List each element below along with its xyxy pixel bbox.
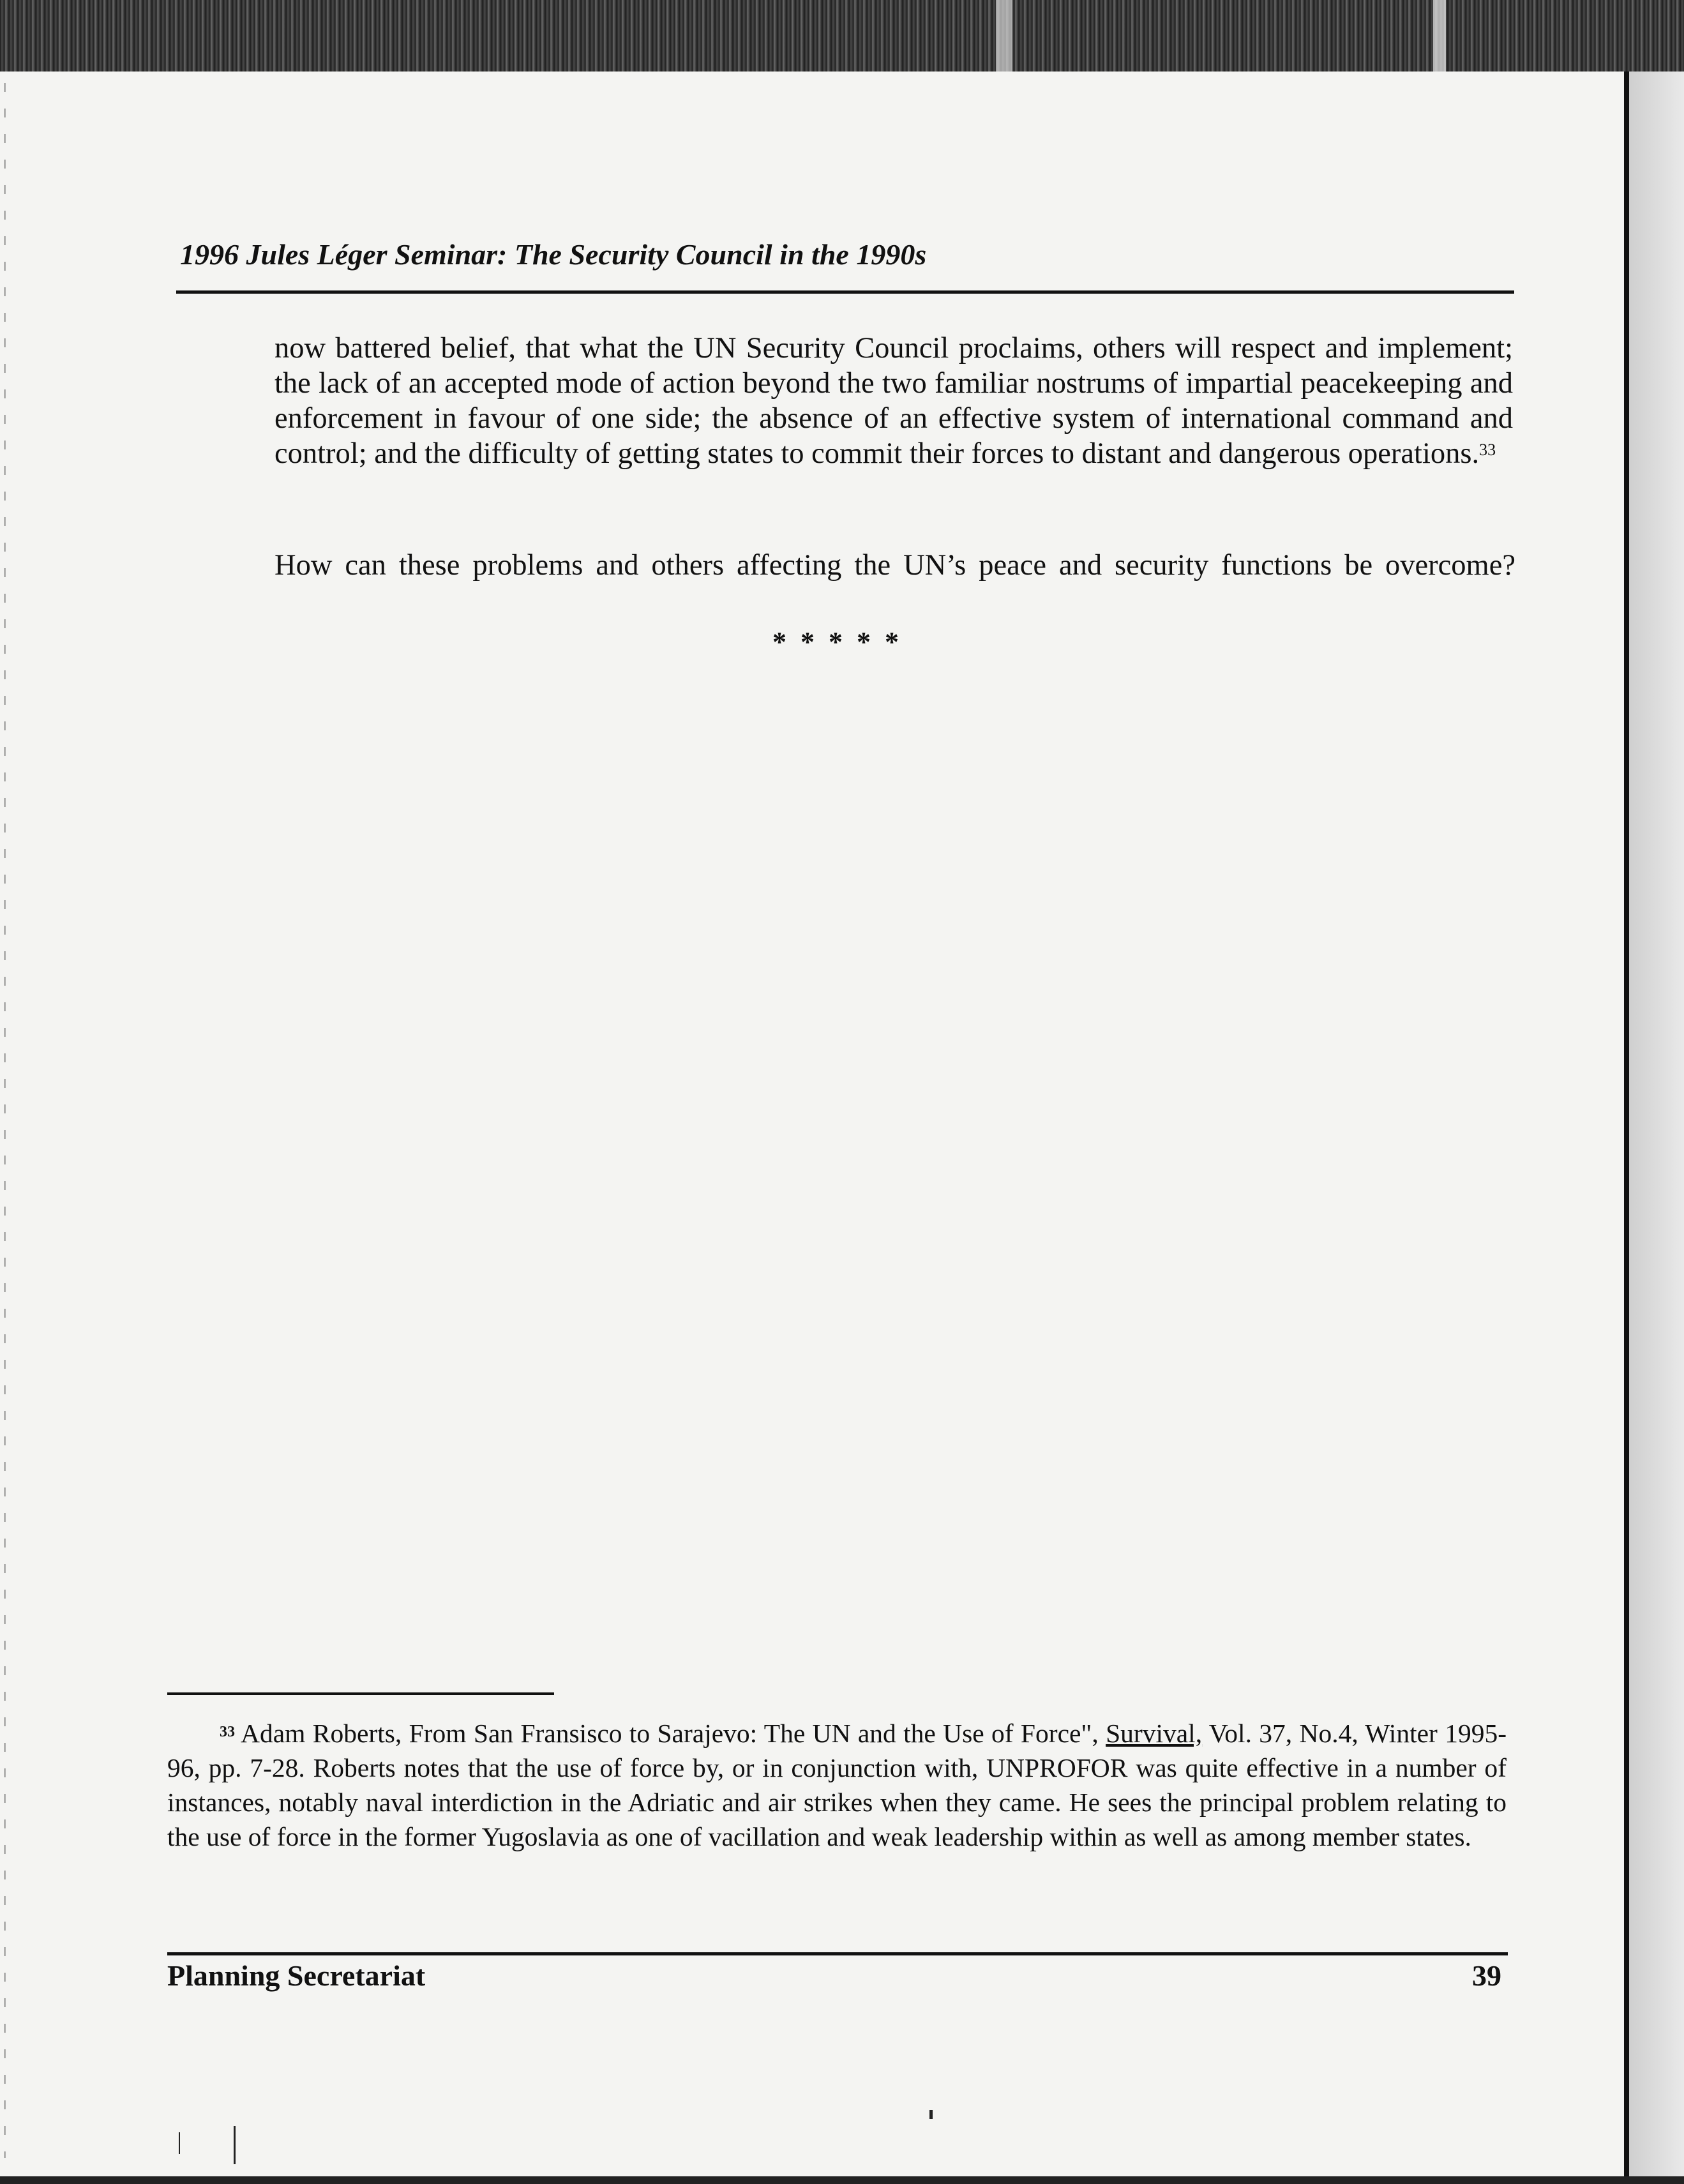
scan-speck [929,2110,933,2119]
scan-border-top [0,0,1684,72]
scan-streak [996,0,1012,72]
scan-speck [234,2126,236,2164]
page-number: 39 [1472,1959,1501,1992]
footnote-number: 33 [220,1724,235,1740]
footer-organization: Planning Secretariat [167,1959,426,1992]
body-paragraph [274,548,1513,583]
footer-rule [167,1952,1508,1955]
footnote [167,1716,1507,1854]
running-header: 1996 Jules Léger Seminar: The Security Council in the 1990s [180,238,927,271]
footnote-rule [167,1692,554,1695]
scan-streak [1433,0,1446,72]
paragraph-text: now battered belief, that what the UN Security Council proclaims, others will respect and implement; the lack of an accepted mode of action beyond the two familiar nostrums of impartial peacekeeping and enforcement in favour of one side; the absence of an effective system of international command and control; and the difficulty of getting states to commit their forces to distant and dangerous operations. [274,332,1513,470]
scan-speck [179,2132,180,2154]
scan-border-bottom [0,2176,1684,2184]
footnote-reference: 33 [1479,441,1496,459]
paragraph-text: How can these problems and others affecting the UN’s peace and security functions be overcome? [274,549,1515,582]
scan-border-left [4,83,6,2158]
body-paragraph [274,331,1513,471]
footnote-text-start: Adam Roberts, From San Fransisco to Sarajevo: The UN and the Use of Force", [241,1719,1099,1748]
section-separator: ***** [772,626,913,658]
scan-border-right [1614,72,1684,2184]
footnote-text-rest: Vol. 37, No.4, Winter 1995-96, pp. 7-28. Roberts notes that the use of force by, or in conjunction with, UNPROFOR was quite effective in a number of instances, notably naval interdiction in the Adriatic and air strikes when they came. He sees the principal problem relating to the use of force in the former Yugoslavia as one of vacillation and weak leadership within as well as among member states. [167,1719,1507,1851]
header-rule [176,290,1514,294]
footnote-journal-title: Survival, [1106,1719,1203,1748]
